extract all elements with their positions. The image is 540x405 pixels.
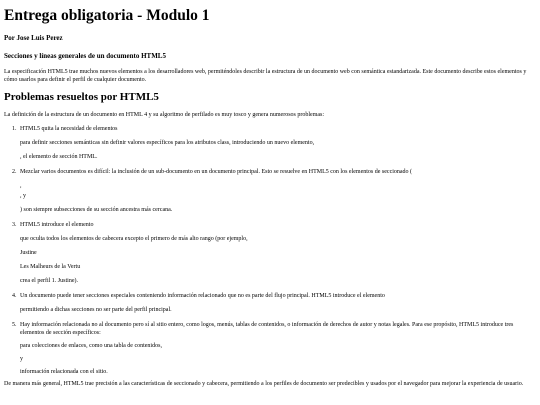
list-item-text: , el elemento de sección HTML. — [20, 154, 98, 160]
list-item-text: ) son siempre subsecciones de su sección ancestra más cercana. — [20, 207, 173, 213]
list-item-title: HTML5 introduce el elemento — [20, 222, 94, 228]
author-line: Por Jose Luis Perez — [4, 34, 63, 42]
list-item-text: Justine — [20, 250, 37, 256]
list-item-text: que oculta todos los elementos de cabecera excepto el primero de más alto rango (por ejemplo, — [20, 236, 248, 242]
problems-lead: La definición de la estructura de un documento en HTML 4 y su algoritmo de perfilado es muy tosco y genera numerosos problemas: — [4, 112, 325, 118]
list-item-title: Hay información relacionada no al documento pero sí al sitio entero, como logos, menús, tablas de contenidos, o información de derechos de autor y notas legales. Para ese propósito, HTML5 introduce tres elementos de sección específicos: — [20, 322, 514, 336]
list-item-number: 3. — [12, 222, 17, 228]
list-item-text: para definir secciones semánticas sin definir valores específicos para los atributos class, introduciendo un nuevo elemento, — [20, 140, 315, 146]
intro-paragraph: La especificación HTML5 trae muchos nuevos elementos a los desarrolladores web, permiténdoles describir la estructura de un documento web con semántica estandarizada. Este documento describe estos elementos y cómo usarlos para definir el perfil de cualquier documento. — [4, 69, 527, 83]
list-item-text: permitiendo a dichas secciones no ser parte del perfil principal. — [20, 307, 172, 313]
list-item-title: Mezclar varios documentos es difícil: la inclusión de un sub-documento en un documento principal. Esto se resuelve en HTML5 con los elementos de seccionado ( — [20, 169, 413, 175]
section-heading: Secciones y líneas generales de un documento HTML5 — [4, 52, 166, 60]
list-item-text: , — [20, 183, 22, 189]
list-item-text: y — [20, 356, 23, 362]
problems-heading: Problemas resueltos por HTML5 — [4, 91, 159, 103]
list-item-number: 2. — [12, 169, 17, 175]
closing-paragraph: De manera más general, HTML5 trae precisión a las características de seccionado y cabecera, permitiendo a los perfiles de documento ser predecibles y usados por el navegador para mejorar la experiencia de usuario. — [4, 381, 524, 387]
list-item-number: 4. — [12, 293, 17, 299]
page-title: Entrega obligatoria - Modulo 1 — [4, 7, 210, 24]
list-item-title: Un documento puede tener secciones especiales conteniendo información relacionado que no es parte del flujo principal. HTML5 introduce el elemento — [20, 293, 385, 299]
list-item-number: 1. — [12, 126, 17, 132]
list-item-title: HTML5 quita la necesidad de elementos — [20, 126, 118, 132]
list-item-text: crea el perfil 1. Justine). — [20, 278, 78, 284]
list-item-number: 5. — [12, 322, 17, 328]
list-item-text: Les Malheurs de la Vertu — [20, 264, 81, 270]
list-item-text: para colecciones de enlaces, como una tabla de contenidos, — [20, 343, 162, 349]
list-item-text: , y — [20, 193, 26, 199]
list-item-text: información relacionada con el sitio. — [20, 369, 108, 375]
